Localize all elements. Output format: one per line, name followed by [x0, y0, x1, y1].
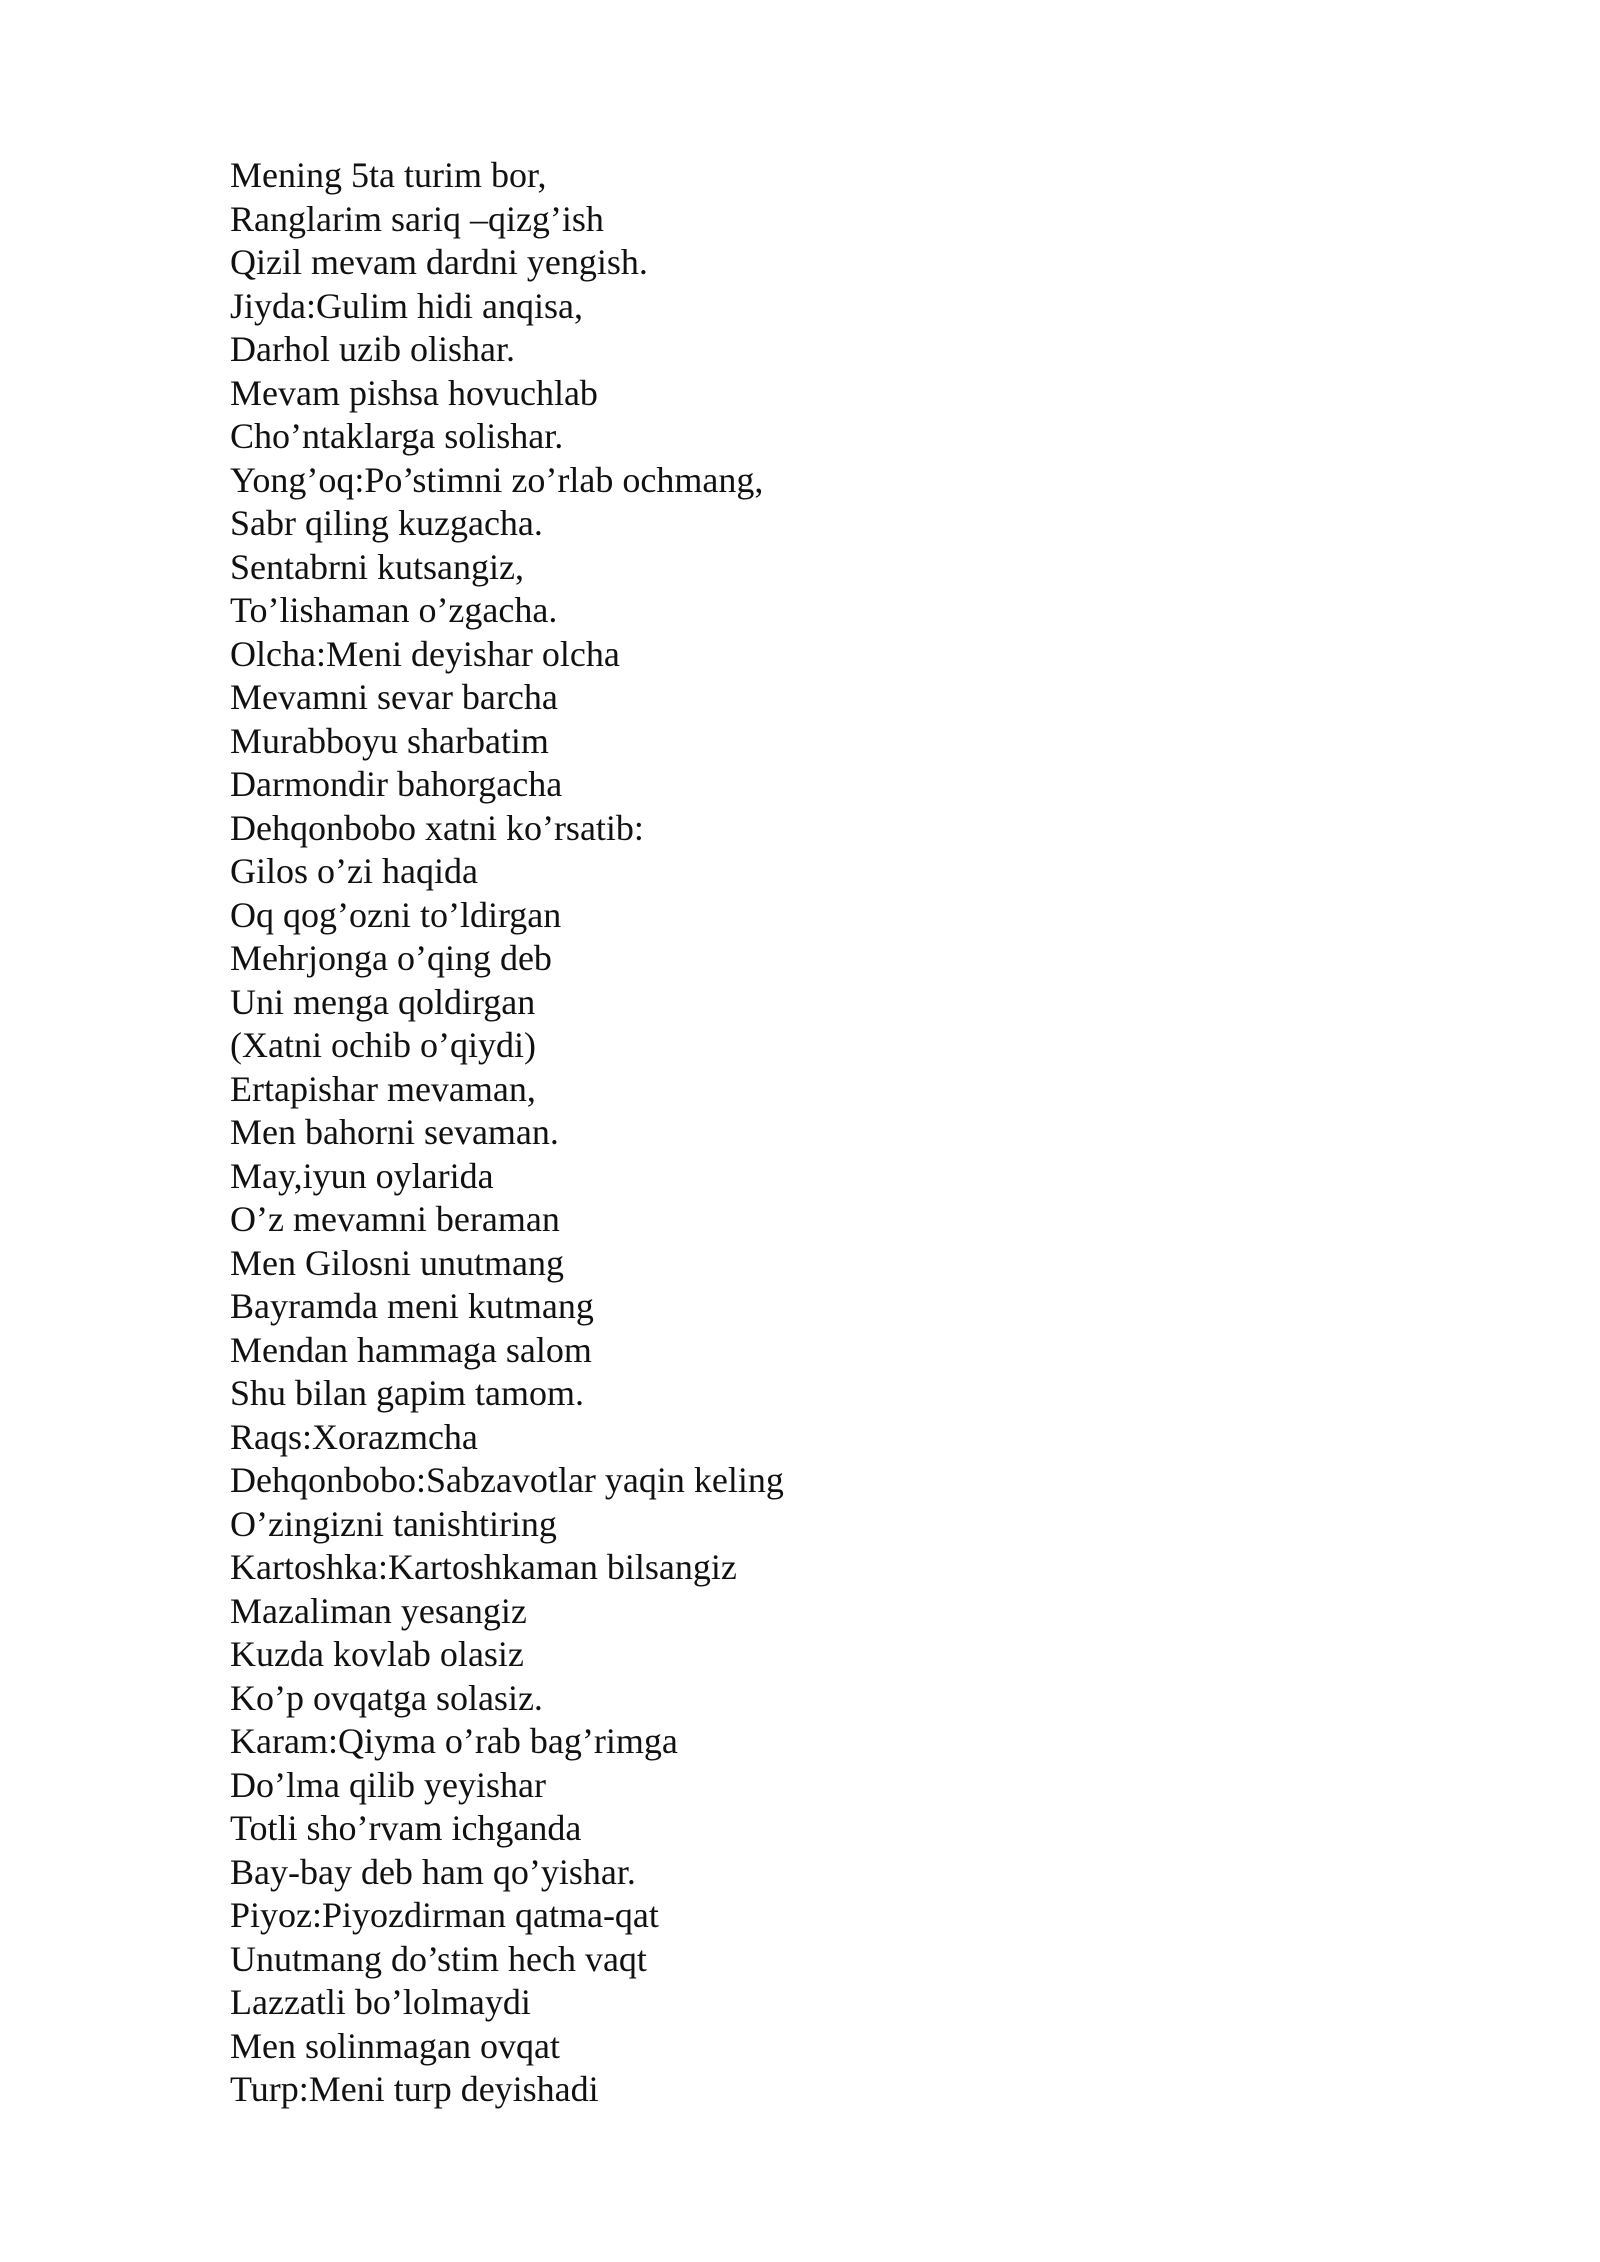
text-line: Mening 5ta turim bor,: [230, 155, 547, 195]
text-line: Kartoshka:Kartoshkaman bilsangiz: [230, 1547, 737, 1587]
text-line: Murabboyu sharbatim: [230, 720, 549, 761]
text-line: Turp:Meni turp deyishadi: [230, 2069, 599, 2109]
text-line: Men Gilosni unutmang: [230, 1242, 564, 1283]
text-line: O’z mevamni beraman: [230, 1199, 560, 1239]
text-line: Shu bilan gapim tamom.: [230, 1373, 584, 1413]
text-line: Darhol uzib olishar.: [230, 329, 515, 369]
text-line: Yong’oq:Po’stimni zo’rlab ochmang,: [230, 459, 764, 500]
text-line: Gilos o’zi haqida: [230, 851, 478, 891]
text-line: Olcha:Meni deyishar olcha: [230, 633, 620, 674]
text-line: Totli sho’rvam ichganda: [230, 1808, 582, 1848]
text-line: Dehqonbobo:Sabzavotlar yaqin keling: [230, 1460, 784, 1500]
text-line: Karam:Qiyma o’rab bag’rimga: [230, 1721, 678, 1761]
text-line: Unutmang do’stim hech vaqt: [230, 1938, 647, 1979]
text-line: O’zingizni tanishtiring: [230, 1503, 557, 1544]
text-line: Qizil mevam dardni yengish.: [230, 242, 648, 282]
text-line: Ranglarim sariq –qizg’ish: [230, 198, 604, 239]
text-line: Sabr qiling kuzgacha.: [230, 503, 543, 543]
text-line: Kuzda kovlab olasiz: [230, 1634, 524, 1674]
poem-text-block: [230, 154, 1430, 2112]
text-line: Men bahorni sevaman.: [230, 1112, 559, 1152]
text-line: Ertapishar mevaman,: [230, 1068, 536, 1109]
text-line: Sentabrni kutsangiz,: [230, 546, 524, 587]
text-line: Raqs:Xorazmcha: [230, 1416, 478, 1457]
text-line: Mevam pishsa hovuchlab: [230, 372, 598, 413]
text-line: To’lishaman o’zgacha.: [230, 590, 558, 630]
text-line: Mevamni sevar barcha: [230, 677, 558, 717]
text-line: Men solinmagan ovqat: [230, 2025, 560, 2066]
text-line: Do’lma qilib yeyishar: [230, 1764, 546, 1805]
text-line: Bayramda meni kutmang: [230, 1286, 594, 1326]
text-line: Cho’ntaklarga solishar.: [230, 416, 564, 456]
text-line: Darmondir bahorgacha: [230, 764, 563, 804]
text-line: Piyoz:Piyozdirman qatma-qat: [230, 1895, 659, 1935]
text-line: Oq qog’ozni to’ldirgan: [230, 894, 562, 935]
text-line: Dehqonbobo xatni ko’rsatib:: [230, 807, 644, 848]
text-line: Jiyda:Gulim hidi anqisa,: [230, 285, 583, 326]
text-line: Mendan hammaga salom: [230, 1329, 592, 1370]
text-line: Mehrjonga o’qing deb: [230, 938, 552, 978]
text-line: Bay-bay deb ham qo’yishar.: [230, 1851, 636, 1892]
text-line: (Xatni ochib o’qiydi): [230, 1025, 536, 1065]
text-line: May,iyun oylarida: [230, 1155, 494, 1196]
text-line: Ko’p ovqatga solasiz.: [230, 1677, 543, 1718]
text-line: Mazaliman yesangiz: [230, 1590, 527, 1631]
text-line: Lazzatli bo’lolmaydi: [230, 1982, 531, 2022]
text-line: Uni menga qoldirgan: [230, 981, 536, 1022]
